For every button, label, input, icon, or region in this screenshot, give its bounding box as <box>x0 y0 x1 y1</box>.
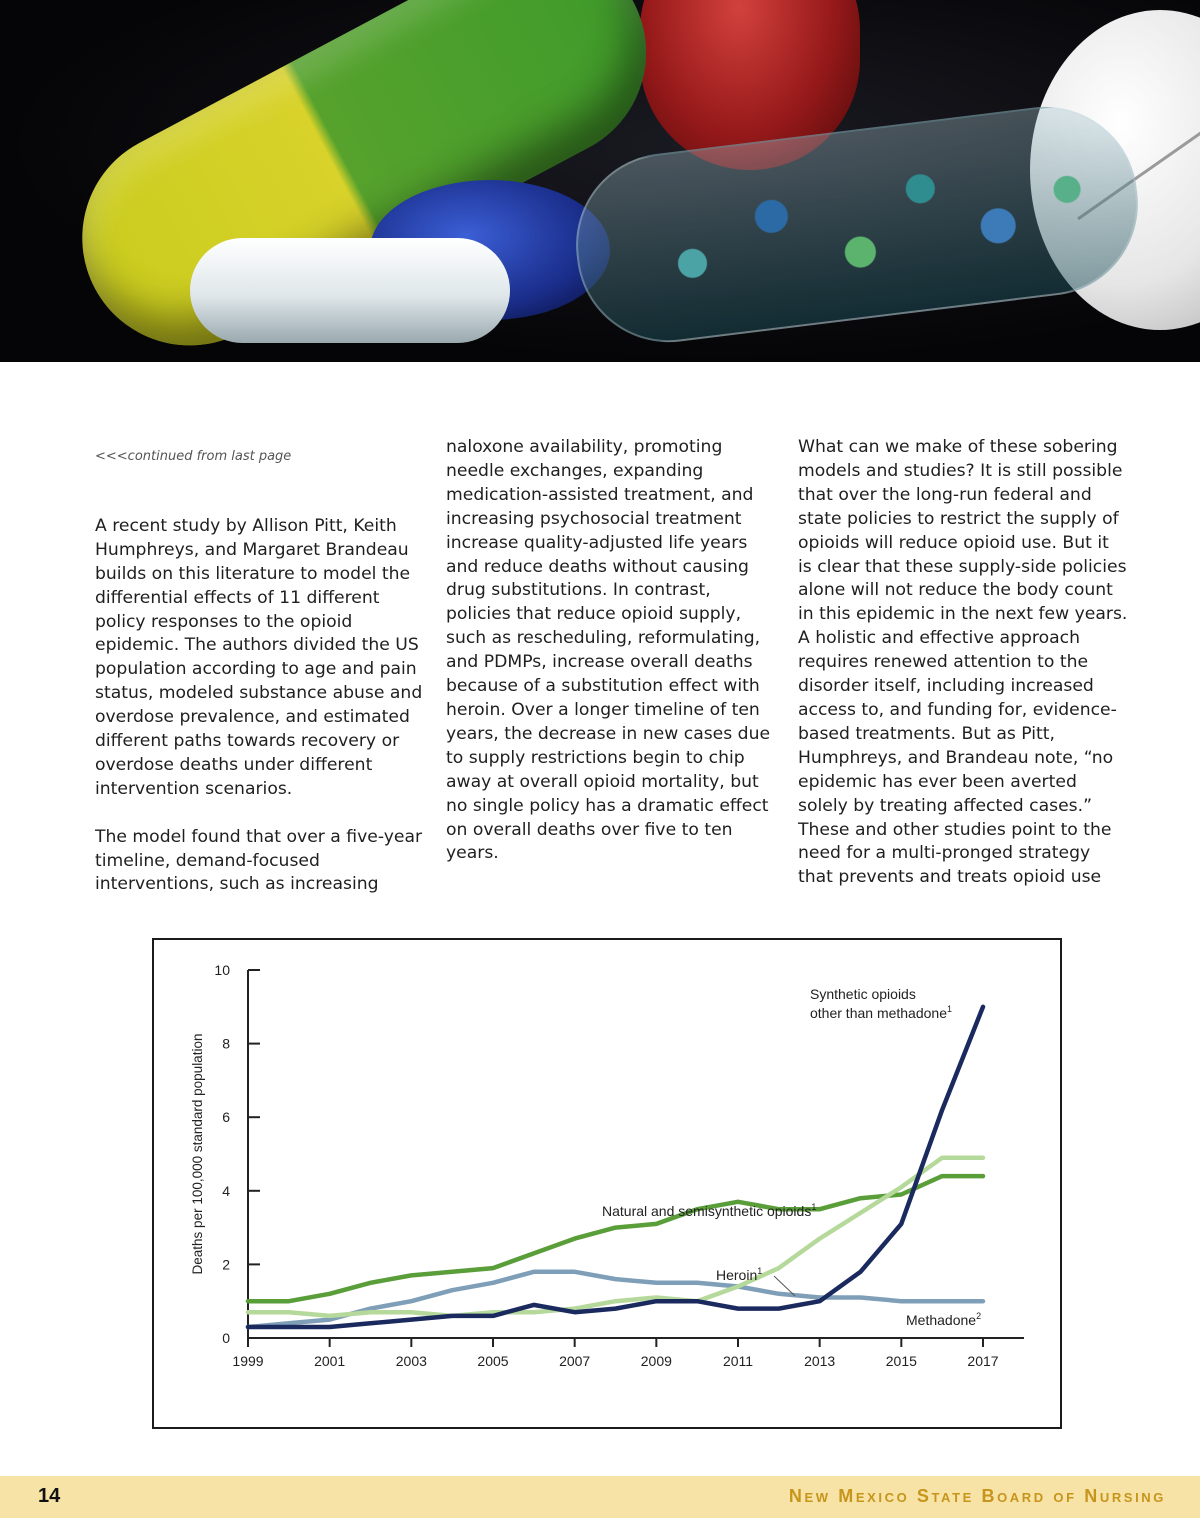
y-tick-label: 8 <box>222 1035 230 1052</box>
series-line-0 <box>248 1176 983 1301</box>
page-footer <box>0 1476 1200 1518</box>
series-label-natural-semisynthetic: Natural and semisynthetic opioids$^1$ <box>602 1202 817 1219</box>
hero-image-pills <box>0 0 1200 362</box>
continued-note: <<<continued from last page <box>95 449 292 464</box>
x-tick-label: 2009 <box>640 1353 672 1369</box>
publication-name: New Mexico State Board of Nursing <box>788 1486 1166 1506</box>
page-number: 14 <box>38 1485 61 1507</box>
article-paragraph: A recent study by Allison Pitt, Keith Humphreys, and Margaret Brandeau builds on this literature to model the differential effects of 11 different policy responses to the opioid epidemic. The authors divided the US population according to age and pain status, modeled substance abuse and overdose prevalence, and estimated different paths towards recovery or overdose deaths under different intervention scenarios. <box>95 515 423 799</box>
x-tick-label: 2015 <box>885 1353 917 1369</box>
x-tick-label: 2005 <box>477 1353 509 1369</box>
clear-capsule-with-beads-shape <box>566 96 1149 352</box>
x-tick-label: 2011 <box>722 1353 754 1369</box>
y-tick-label: 6 <box>222 1109 230 1126</box>
series-label-synthetic-opioids: Synthetic opioids other than methadone$^1$ <box>810 986 953 1021</box>
chart-canvas <box>154 940 1060 1427</box>
article-column-3 <box>798 436 1128 890</box>
article-column-1 <box>95 436 425 897</box>
x-tick-label: 2013 <box>804 1353 836 1369</box>
x-tick-label: 2017 <box>967 1353 999 1369</box>
x-tick-label: 2001 <box>314 1353 346 1369</box>
article-column-2 <box>446 436 776 866</box>
article-paragraph: The model found that over a five-year timeline, demand-focused interventions, such as increasing <box>95 826 423 895</box>
opioid-deaths-chart <box>152 938 1062 1429</box>
y-tick-label: 10 <box>214 962 230 978</box>
article-paragraph: What can we make of these sobering models and studies? It is still possible that over the long-run federal and state policies to restrict the supply of opioids will reduce opioid use. But it is clear that these supply-side policies alone will not reduce the body count in this epidemic in the next few years. A holistic and effective approach requires renewed attention to the disorder itself, including increased access to, and funding for, evidence-based treatments. But as Pitt, Humphreys, and Brandeau note, “no epidemic has ever been averted solely by treating affected cases.” These and other studies point to the need for a multi-pronged strategy that prevents and treats opioid use <box>798 437 1128 888</box>
x-tick-label: 1999 <box>232 1353 264 1369</box>
y-tick-label: 0 <box>222 1330 230 1346</box>
series-line-2 <box>248 1158 983 1316</box>
y-axis-label: Deaths per 100,000 standard population <box>190 1033 205 1275</box>
article-paragraph: naloxone availability, promoting needle exchanges, expanding medication-assisted treatment, and increasing psychosocial treatment increase quality-adjusted life years and reduce deaths without causing drug substitutions. In contrast, policies that reduce opioid supply, such as rescheduling, reformulating, and PDMPs, increase overall deaths because of a substitution effect with heroin. Over a longer timeline of ten years, the decrease in new cases due to supply restrictions begin to chip away at overall opioid mortality, but no single policy has a dramatic effect on overall deaths over five to ten years. <box>446 437 771 864</box>
series-label-methadone: Methadone$^2$ <box>906 1311 982 1328</box>
series-label-heroin: Heroin$^1$ <box>716 1266 763 1283</box>
x-tick-label: 2003 <box>395 1353 427 1369</box>
y-tick-label: 2 <box>222 1256 230 1273</box>
x-tick-label: 2007 <box>559 1353 591 1369</box>
y-tick-label: 4 <box>222 1182 230 1199</box>
white-pill-shape <box>190 238 510 343</box>
